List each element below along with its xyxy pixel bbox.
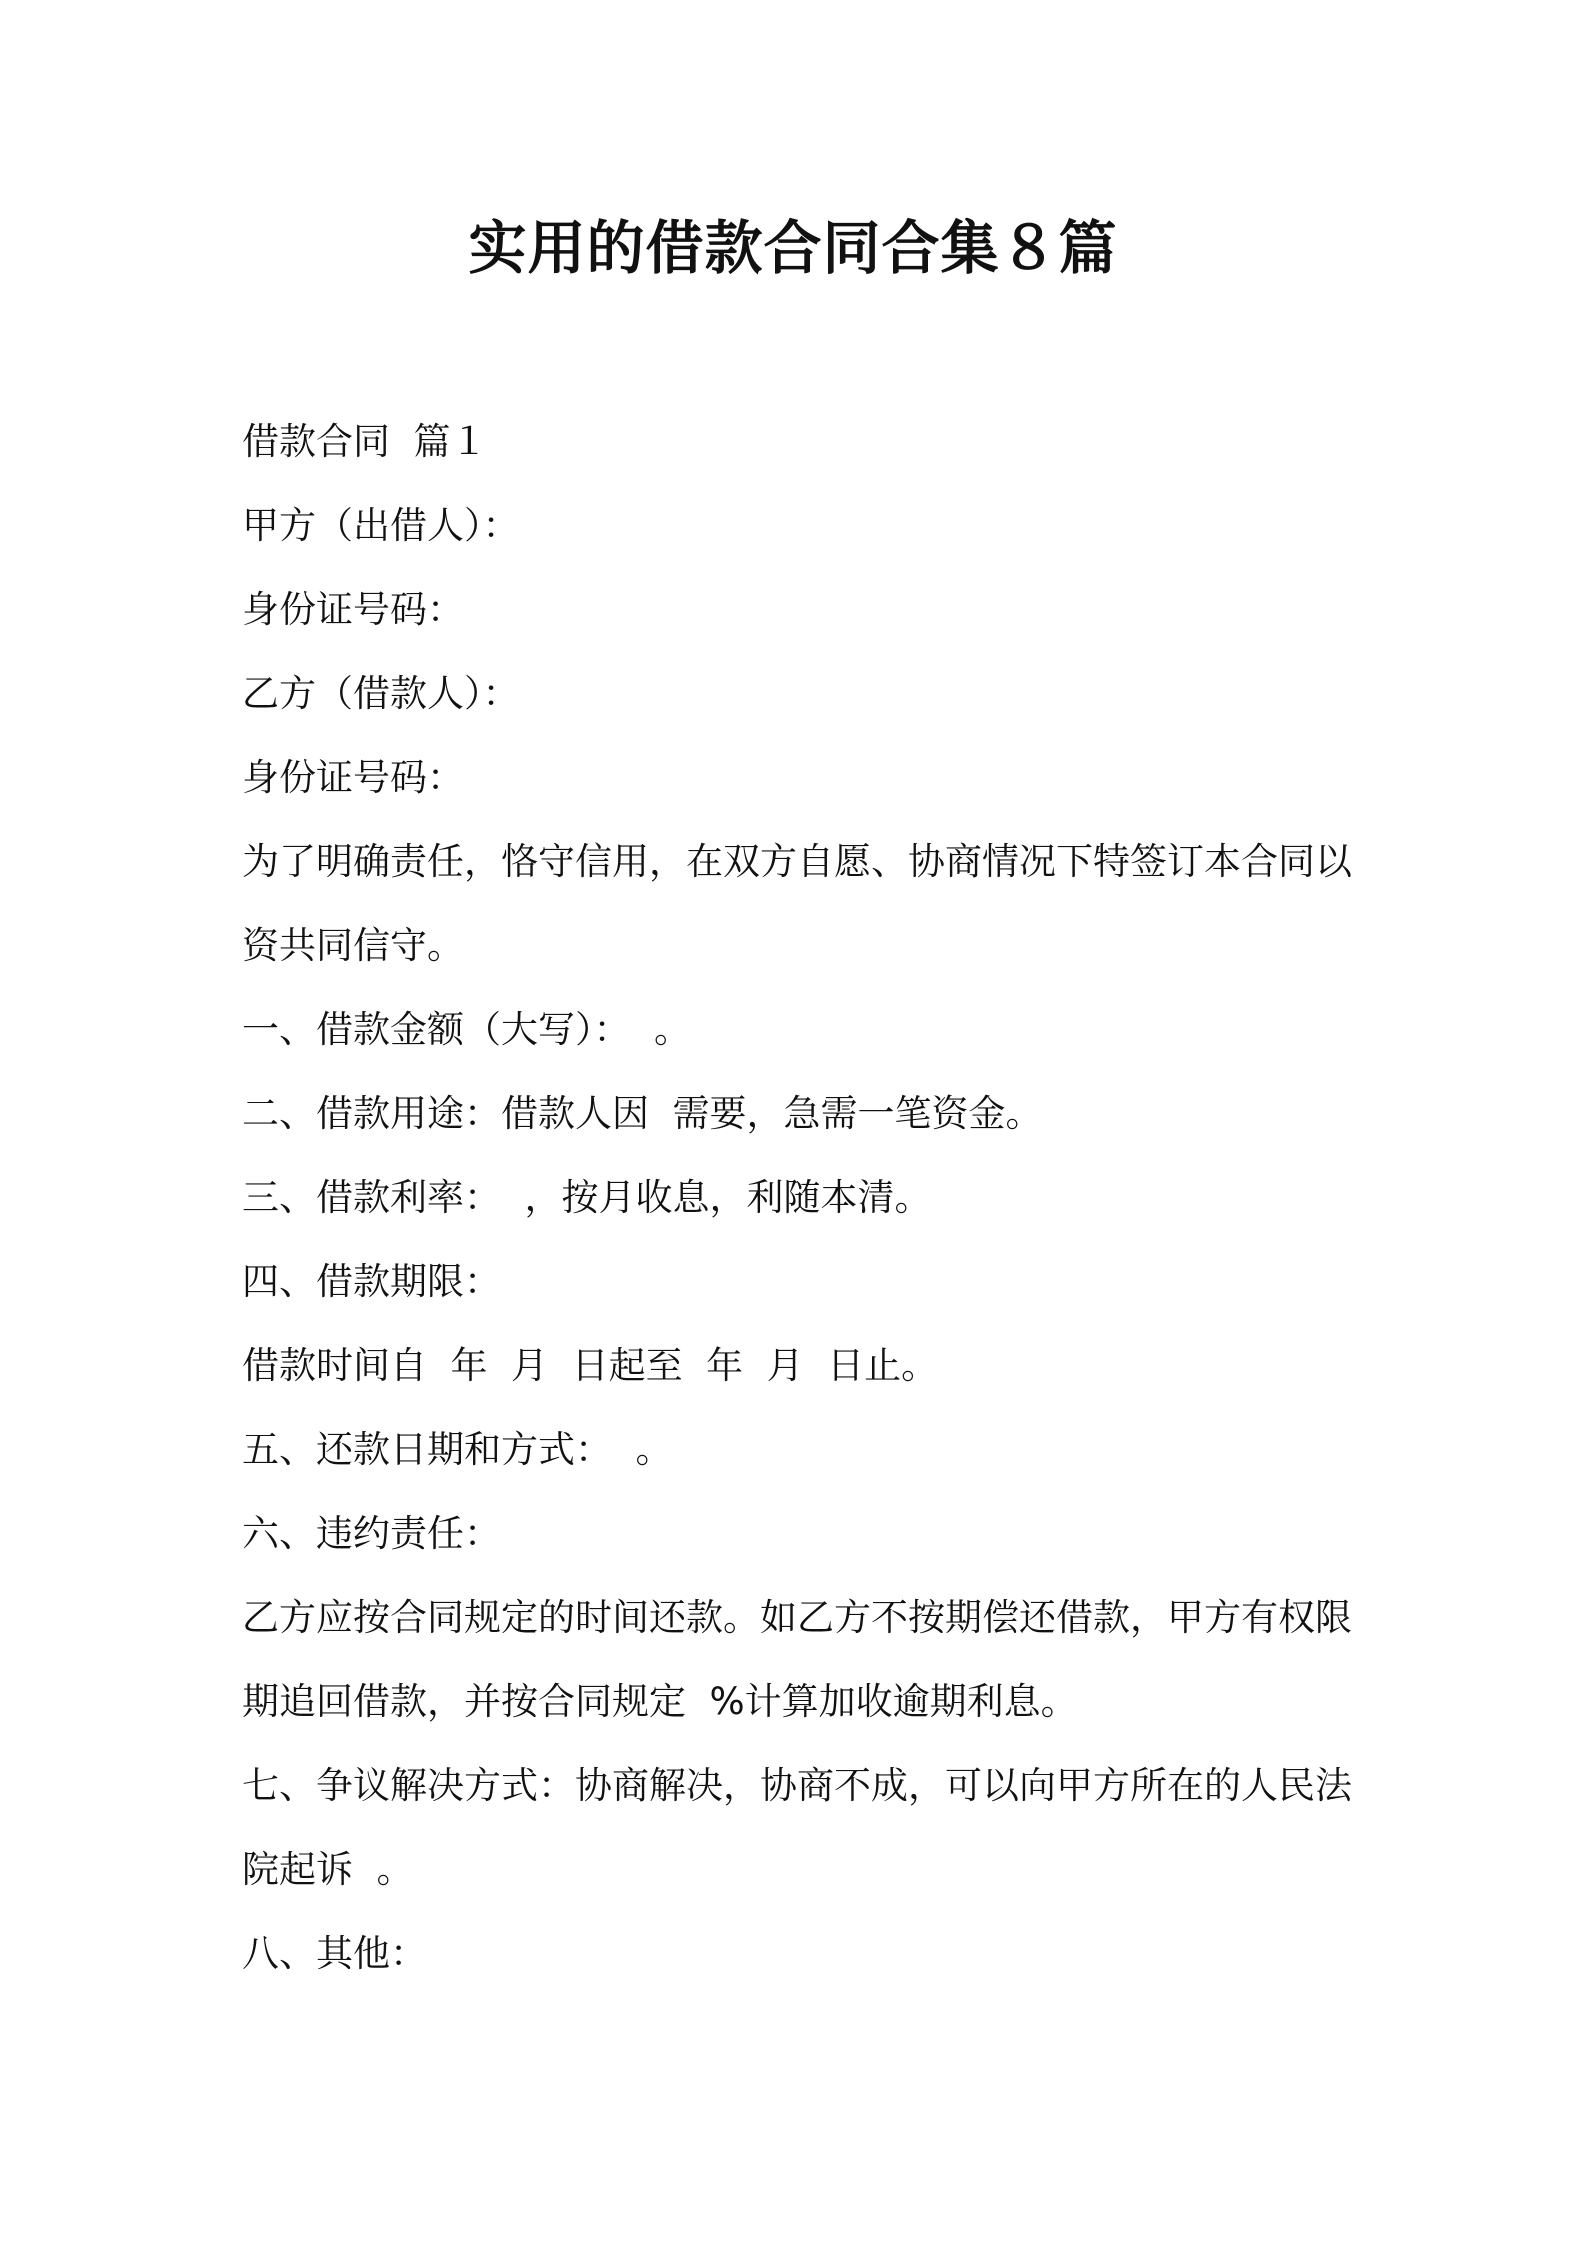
clause-line: 二、借款用途：借款人因 需要，急需一笔资金。 bbox=[242, 1092, 1043, 1135]
clause-line: 八、其他： bbox=[242, 1932, 427, 1975]
clause-line: 五、还款日期和方式： 。 bbox=[242, 1428, 673, 1471]
lender-id-line: 身份证号码： bbox=[242, 588, 464, 631]
borrower-line: 乙方（借款人）： bbox=[242, 672, 520, 715]
borrower-id-line: 身份证号码： bbox=[242, 756, 464, 799]
document-body bbox=[242, 400, 1362, 1996]
clause-line: 期追回借款，并按合同规定 %计算加收逾期利息。 bbox=[242, 1680, 1078, 1723]
clause-line: 六、违约责任： bbox=[242, 1512, 501, 1555]
clause-line: 一、借款金额（大写）： 。 bbox=[242, 1008, 692, 1051]
document-title: 实用的借款合同合集８篇 bbox=[468, 214, 1118, 282]
clause-line: 三、借款利率： ，按月收息，利随本清。 bbox=[242, 1176, 932, 1219]
preamble-line: 资共同信守。 bbox=[242, 924, 464, 967]
clause-line: 院起诉 。 bbox=[242, 1848, 414, 1891]
clause-line: 四、借款期限： bbox=[242, 1260, 501, 1303]
preamble-line: 为了明确责任，恪守信用，在双方自愿、协商情况下特签订本合同以 bbox=[242, 840, 1352, 883]
clause-line: 七、争议解决方式：协商解决，协商不成，可以向甲方所在的人民法 bbox=[242, 1764, 1352, 1807]
clause-line: 乙方应按合同规定的时间还款。如乙方不按期偿还借款，甲方有权限 bbox=[242, 1596, 1352, 1639]
lender-line: 甲方（出借人）： bbox=[242, 504, 520, 547]
clause-line: 借款时间自 年 月 日起至 年 月 日止。 bbox=[242, 1344, 939, 1387]
section-heading: 借款合同 篇１ bbox=[242, 420, 488, 463]
